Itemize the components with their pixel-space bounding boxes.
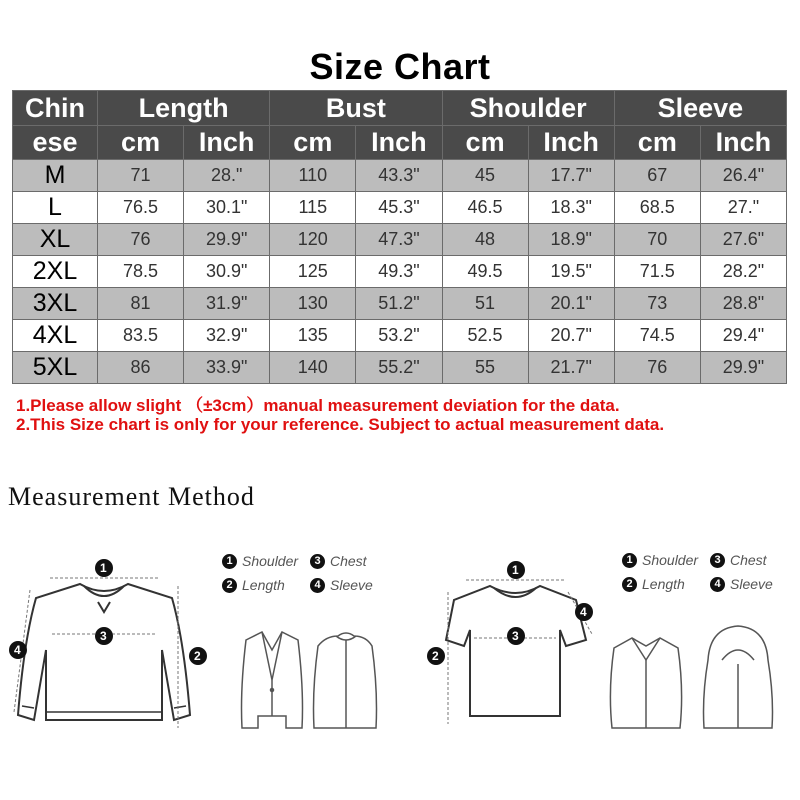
- value-cell: 49.5: [442, 256, 528, 288]
- legend-item: 4 Sleeve: [710, 576, 798, 592]
- value-cell: 125: [270, 256, 356, 288]
- value-cell: 115: [270, 192, 356, 224]
- value-cell: 81: [98, 288, 184, 320]
- value-cell: 49.3": [356, 256, 442, 288]
- value-cell: 20.1": [528, 288, 614, 320]
- value-cell: 55.2": [356, 352, 442, 384]
- value-cell: 26.4": [700, 160, 786, 192]
- svg-text:4: 4: [14, 643, 21, 657]
- size-cell: M: [13, 160, 98, 192]
- value-cell: 68.5: [614, 192, 700, 224]
- value-cell: 78.5: [98, 256, 184, 288]
- value-cell: 55: [442, 352, 528, 384]
- value-cell: 76: [98, 224, 184, 256]
- value-cell: 86: [98, 352, 184, 384]
- value-cell: 83.5: [98, 320, 184, 352]
- value-cell: 135: [270, 320, 356, 352]
- svg-text:4: 4: [580, 605, 587, 619]
- unit-header: Inch: [528, 126, 614, 160]
- value-cell: 70: [614, 224, 700, 256]
- value-cell: 43.3": [356, 160, 442, 192]
- legend-item: 1 Shoulder: [222, 553, 310, 569]
- shirt-icon: [610, 638, 681, 728]
- size-cell: 4XL: [13, 320, 98, 352]
- value-cell: 29.9": [700, 352, 786, 384]
- value-cell: 48: [442, 224, 528, 256]
- value-cell: 18.9": [528, 224, 614, 256]
- note-reference: 2.This Size chart is only for your reference. Subject to actual measurement data.: [16, 415, 665, 434]
- hoodie-icon: [704, 626, 773, 728]
- unit-header: cm: [442, 126, 528, 160]
- unit-header: cm: [614, 126, 700, 160]
- value-cell: 28.8": [700, 288, 786, 320]
- long-sleeve-shirt-icon: [18, 584, 190, 720]
- jacket-icon: [314, 633, 377, 728]
- value-cell: 45: [442, 160, 528, 192]
- unit-header: Inch: [356, 126, 442, 160]
- value-cell: 120: [270, 224, 356, 256]
- size-cell: XL: [13, 224, 98, 256]
- legend-item: 1 Shoulder: [622, 552, 710, 568]
- size-cell: L: [13, 192, 98, 224]
- legend-item: 3 Chest: [310, 553, 398, 569]
- svg-text:1: 1: [512, 563, 519, 577]
- unit-header: Inch: [700, 126, 786, 160]
- value-cell: 17.7": [528, 160, 614, 192]
- size-cell: 5XL: [13, 352, 98, 384]
- legend-item: 2 Length: [222, 577, 310, 593]
- value-cell: 71.5: [614, 256, 700, 288]
- value-cell: 76.5: [98, 192, 184, 224]
- measurement-method-title: Measurement Method: [8, 482, 255, 511]
- value-cell: 31.9": [184, 288, 270, 320]
- value-cell: 27.6": [700, 224, 786, 256]
- value-cell: 73: [614, 288, 700, 320]
- size-cell: 2XL: [13, 256, 98, 288]
- value-cell: 71: [98, 160, 184, 192]
- value-cell: 110: [270, 160, 356, 192]
- blazer-icon: [242, 632, 303, 728]
- group-header-shoulder: Shoulder: [442, 91, 614, 126]
- value-cell: 28.": [184, 160, 270, 192]
- svg-text:3: 3: [100, 629, 107, 643]
- value-cell: 67: [614, 160, 700, 192]
- value-cell: 76: [614, 352, 700, 384]
- note-deviation: 1.Please allow slight （±3cm）manual measurement deviation for the data.: [16, 396, 620, 415]
- group-header-bust: Bust: [270, 91, 442, 126]
- value-cell: 51: [442, 288, 528, 320]
- value-cell: 32.9": [184, 320, 270, 352]
- group-header-length: Length: [98, 91, 270, 126]
- value-cell: 29.4": [700, 320, 786, 352]
- value-cell: 27.": [700, 192, 786, 224]
- value-cell: 33.9": [184, 352, 270, 384]
- unit-header: Inch: [184, 126, 270, 160]
- value-cell: 53.2": [356, 320, 442, 352]
- value-cell: 51.2": [356, 288, 442, 320]
- size-header-bottom: ese: [13, 126, 98, 160]
- legend-item: 3 Chest: [710, 552, 798, 568]
- value-cell: 28.2": [700, 256, 786, 288]
- value-cell: 140: [270, 352, 356, 384]
- svg-text:3: 3: [512, 629, 519, 643]
- value-cell: 45.3": [356, 192, 442, 224]
- group-header-sleeve: Sleeve: [614, 91, 786, 126]
- size-cell: 3XL: [13, 288, 98, 320]
- value-cell: 52.5: [442, 320, 528, 352]
- value-cell: 18.3": [528, 192, 614, 224]
- value-cell: 30.9": [184, 256, 270, 288]
- legend-item: 4 Sleeve: [310, 577, 398, 593]
- value-cell: 47.3": [356, 224, 442, 256]
- svg-text:1: 1: [100, 561, 107, 575]
- value-cell: 21.7": [528, 352, 614, 384]
- value-cell: 46.5: [442, 192, 528, 224]
- page-title: Size Chart: [309, 46, 491, 87]
- tshirt-icon: [446, 586, 586, 716]
- size-header-top: Chin: [13, 91, 98, 126]
- svg-text:2: 2: [432, 649, 439, 663]
- value-cell: 20.7": [528, 320, 614, 352]
- legend-item: 2 Length: [622, 576, 710, 592]
- unit-header: cm: [98, 126, 184, 160]
- value-cell: 19.5": [528, 256, 614, 288]
- unit-header: cm: [270, 126, 356, 160]
- value-cell: 74.5: [614, 320, 700, 352]
- value-cell: 29.9": [184, 224, 270, 256]
- svg-text:2: 2: [194, 649, 201, 663]
- value-cell: 130: [270, 288, 356, 320]
- value-cell: 30.1": [184, 192, 270, 224]
